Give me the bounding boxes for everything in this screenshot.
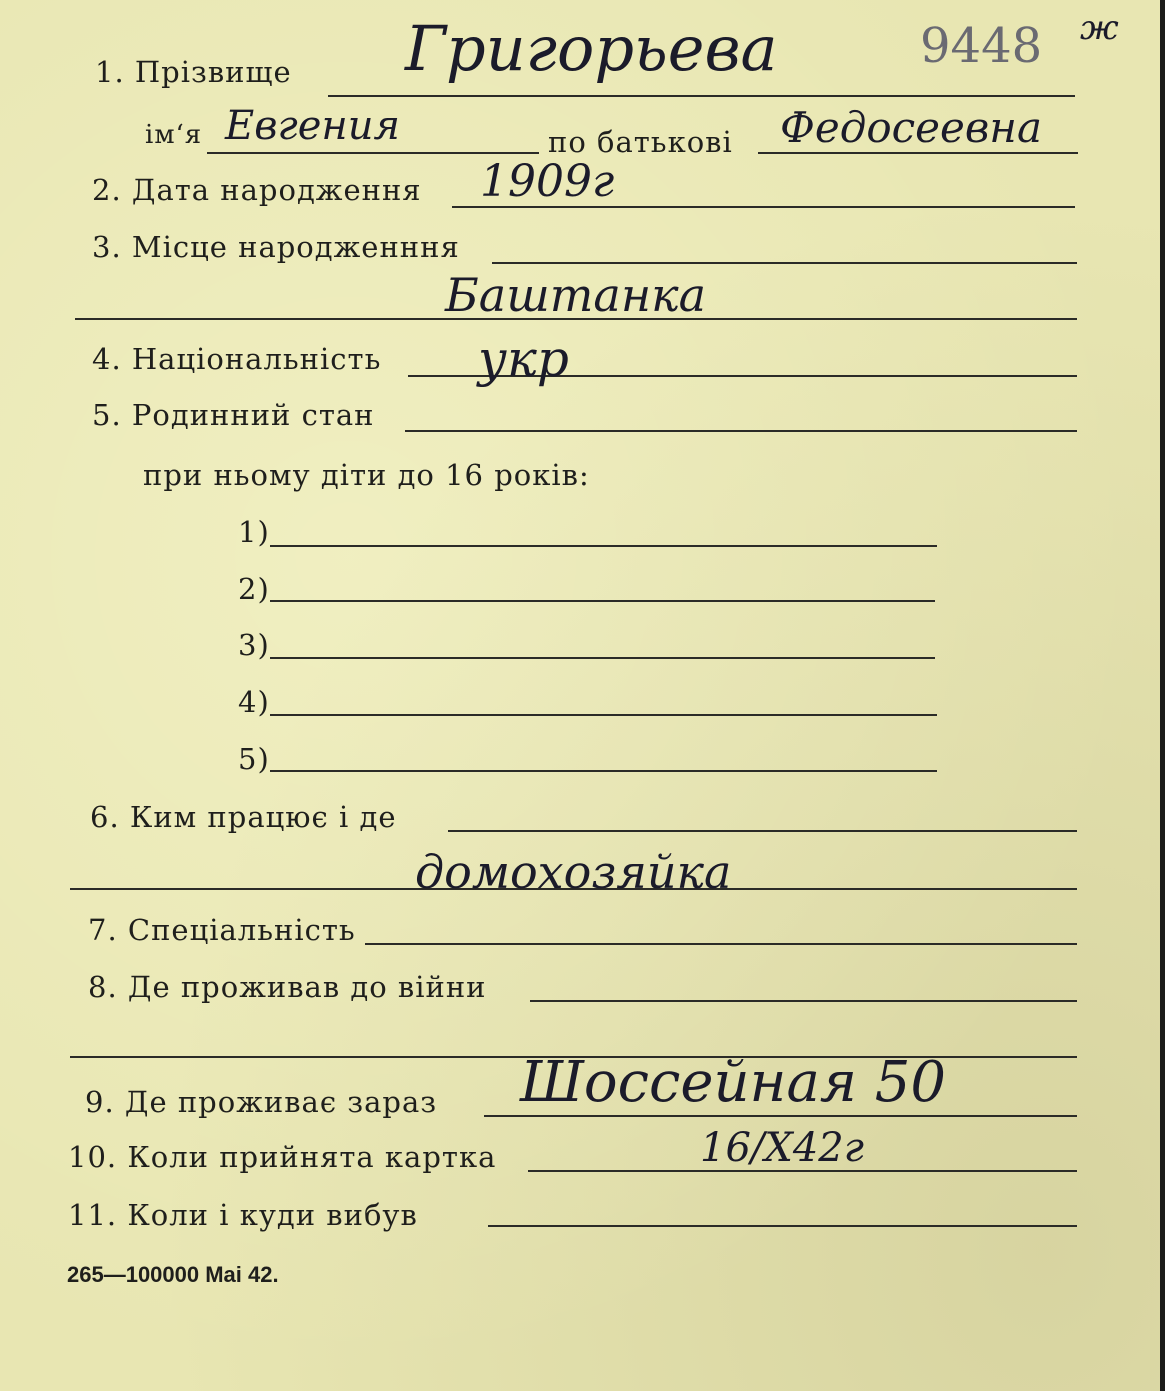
child-5-line xyxy=(270,770,937,772)
birth-place-label: 3. Місце народженння xyxy=(92,230,460,264)
card-letter: ж xyxy=(1080,8,1119,48)
occupation-line xyxy=(448,830,1077,832)
card-number-stamp: 9448 xyxy=(920,18,1043,74)
child-2-label: 2) xyxy=(238,572,270,606)
printer-imprint: 265—100000 Mai 42. xyxy=(67,1262,279,1287)
first-name-value: Евгения xyxy=(225,103,400,149)
child-5-label: 5) xyxy=(238,742,270,776)
prewar-residence-label: 8. Де проживав до війни xyxy=(88,970,487,1004)
patronymic-value: Федосеевна xyxy=(780,103,1043,152)
specialty-label: 7. Спеціальність xyxy=(88,913,356,947)
current-residence-value: Шоссейная 50 xyxy=(520,1050,946,1115)
occupation-label: 6. Ким працює і де xyxy=(90,800,397,834)
birth-date-value: 1909г xyxy=(480,156,615,207)
surname-label: 1. Прізвище xyxy=(95,55,292,89)
occupation-value: домохозяйка xyxy=(415,845,732,899)
first-name-line xyxy=(207,152,539,154)
card-accepted-value: 16/X42г xyxy=(700,1125,864,1171)
birth-place-value: Баштанка xyxy=(445,268,707,322)
birth-place-line xyxy=(492,262,1077,264)
marital-status-line xyxy=(405,430,1077,432)
child-3-label: 3) xyxy=(238,628,270,662)
current-residence-label: 9. Де проживає зараз xyxy=(85,1085,438,1119)
nationality-value: укр xyxy=(478,330,569,388)
scan-edge xyxy=(1160,0,1165,1391)
current-residence-line xyxy=(484,1115,1077,1117)
children-label: при ньому діти до 16 років: xyxy=(143,458,590,492)
child-4-line xyxy=(270,714,937,716)
card-accepted-label: 10. Коли прийнята картка xyxy=(68,1140,497,1174)
child-1-label: 1) xyxy=(238,515,270,549)
nationality-label: 4. Національність xyxy=(92,342,382,376)
child-2-line xyxy=(270,600,935,602)
first-name-label: ім‘я xyxy=(145,120,203,150)
prewar-residence-line xyxy=(530,1000,1077,1002)
child-1-line xyxy=(270,545,937,547)
patronymic-label: по батькові xyxy=(548,125,733,159)
surname-line xyxy=(328,95,1075,97)
patronymic-line xyxy=(758,152,1078,154)
departure-label: 11. Коли і куди вибув xyxy=(68,1198,418,1232)
birth-date-label: 2. Дата народження xyxy=(92,173,422,207)
child-4-label: 4) xyxy=(238,685,270,719)
surname-value: Григорьева xyxy=(405,12,778,85)
departure-line xyxy=(488,1225,1077,1227)
child-3-line xyxy=(270,657,935,659)
specialty-line xyxy=(365,943,1077,945)
marital-status-label: 5. Родинний стан xyxy=(92,398,375,432)
